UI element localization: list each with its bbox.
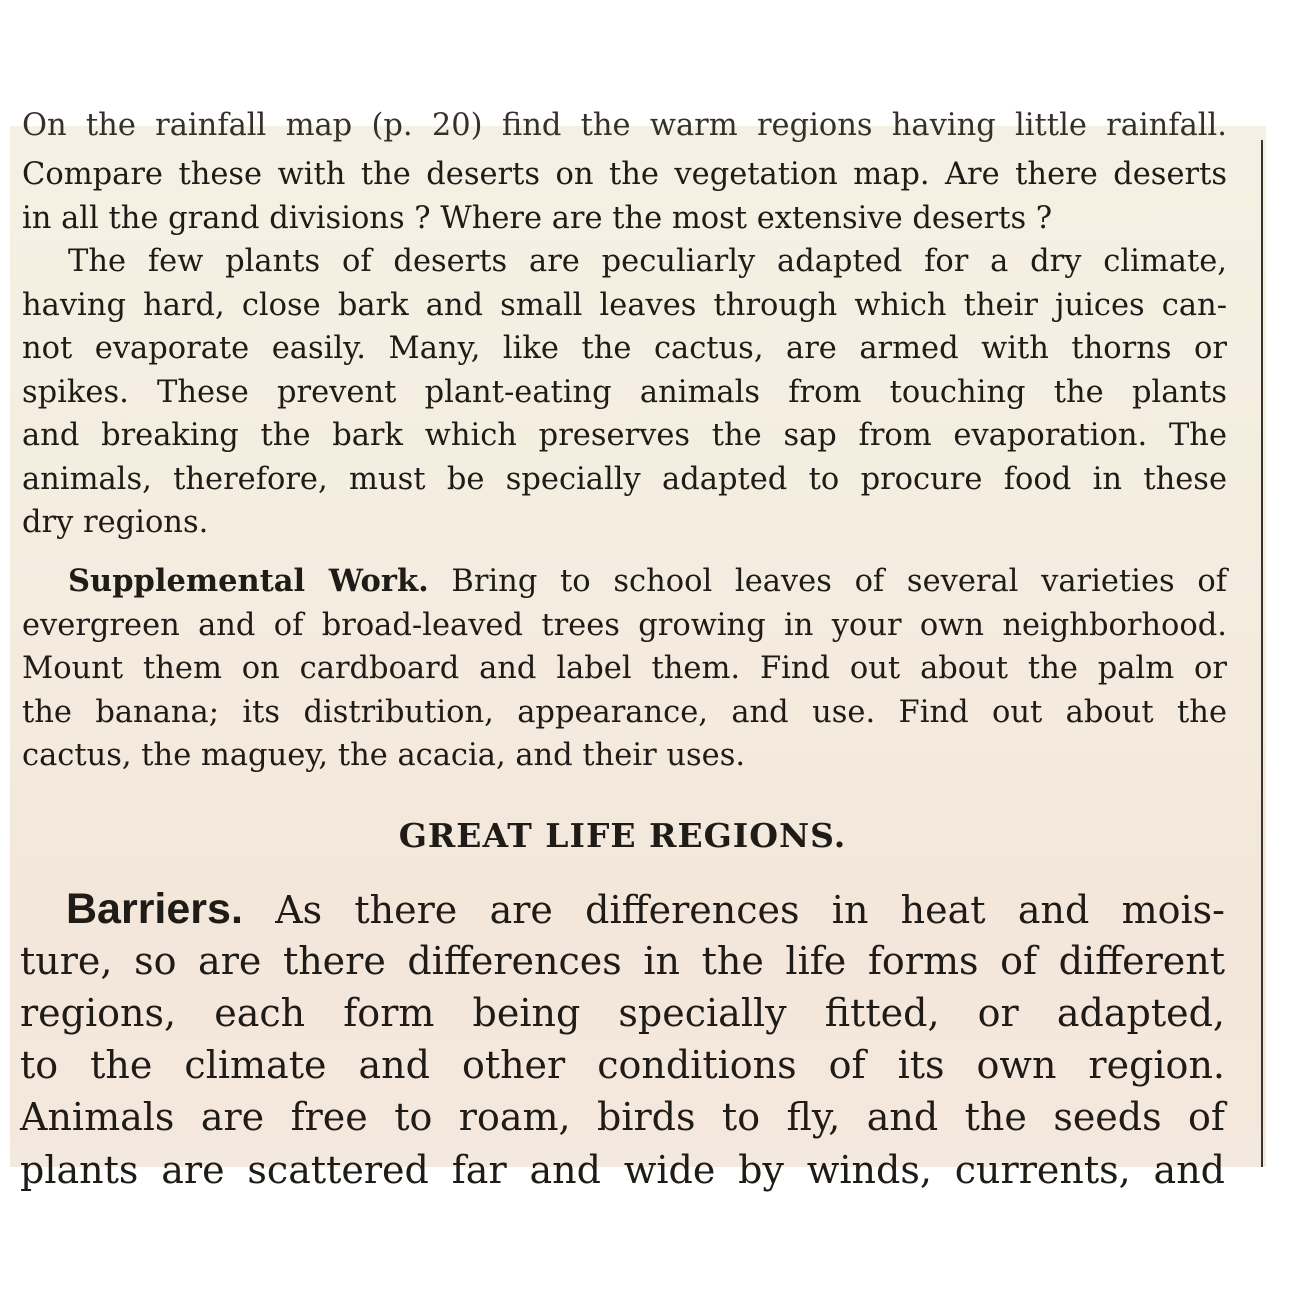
text-line: and breaking the bark which preserves the sap from evaporation. The: [22, 418, 1227, 453]
text-line: cactus, the maguey, the acacia, and their uses.: [22, 738, 746, 773]
text-line: The few plants of deserts are peculiarly adapted for a dry climate,: [68, 244, 1227, 279]
text-line: not evaporate easily. Many, like the cactus, are armed with thorns or: [22, 331, 1227, 366]
cutoff-top-line: [22, 104, 1227, 148]
supplemental-work-lead: Supplemental Work.: [68, 563, 429, 599]
text-line: having hard, close bark and small leaves through which their juices can-: [22, 287, 1227, 323]
paragraph-supplemental-work: [22, 560, 1227, 778]
text-line: in all the grand divisions ? Where are the most extensive deserts ?: [22, 200, 1053, 236]
text-line: plants are scattered far and wide by winds, currents, and: [20, 1148, 1225, 1192]
text-line: On the rainfall map (p. 20) find the warm regions having little rainfall.: [22, 108, 1227, 143]
scanned-page: [10, 108, 1266, 1192]
text-line: Compare these with the deserts on the vegetation map. Are there deserts: [22, 157, 1227, 192]
text-line: Animals are free to roam, birds to fly, and the seeds of: [20, 1095, 1225, 1139]
paragraph-deserts-compare: [22, 153, 1227, 240]
text-line: to the climate and other conditions of its own region.: [20, 1043, 1225, 1087]
text-line: animals, therefore, must be specially adapted to procure food in these: [22, 461, 1227, 497]
text-span: As there are differences in heat and mois-: [275, 888, 1225, 932]
text-line: the banana; its distribution, appearance, and use. Find out about the: [22, 694, 1227, 730]
paragraph-barriers: [20, 883, 1225, 1143]
text-line: evergreen and of broad-leaved trees growing in your own neighborhood.: [22, 607, 1227, 643]
text-span: Bring to school leaves of several varieties of: [451, 564, 1227, 599]
text-line: [20, 883, 1225, 935]
text-line: regions, each form being specially fitted, or adapted,: [20, 991, 1225, 1035]
text-line: spikes. These prevent plant-eating animals from touching the plants: [22, 374, 1227, 410]
cutoff-bottom-line: [20, 1144, 1225, 1192]
section-heading: GREAT LIFE REGIONS.: [398, 816, 847, 855]
paragraph-desert-plants: [22, 240, 1227, 545]
text-line: Mount them on cardboard and label them. Find out about the palm or: [22, 651, 1227, 686]
barriers-lead: Barriers.: [66, 885, 243, 933]
column-rule: [1261, 140, 1263, 1167]
text-line: [22, 560, 1227, 604]
text-line: ture, so are there differences in the life forms of different: [20, 939, 1225, 983]
text-line: dry regions.: [22, 505, 209, 540]
